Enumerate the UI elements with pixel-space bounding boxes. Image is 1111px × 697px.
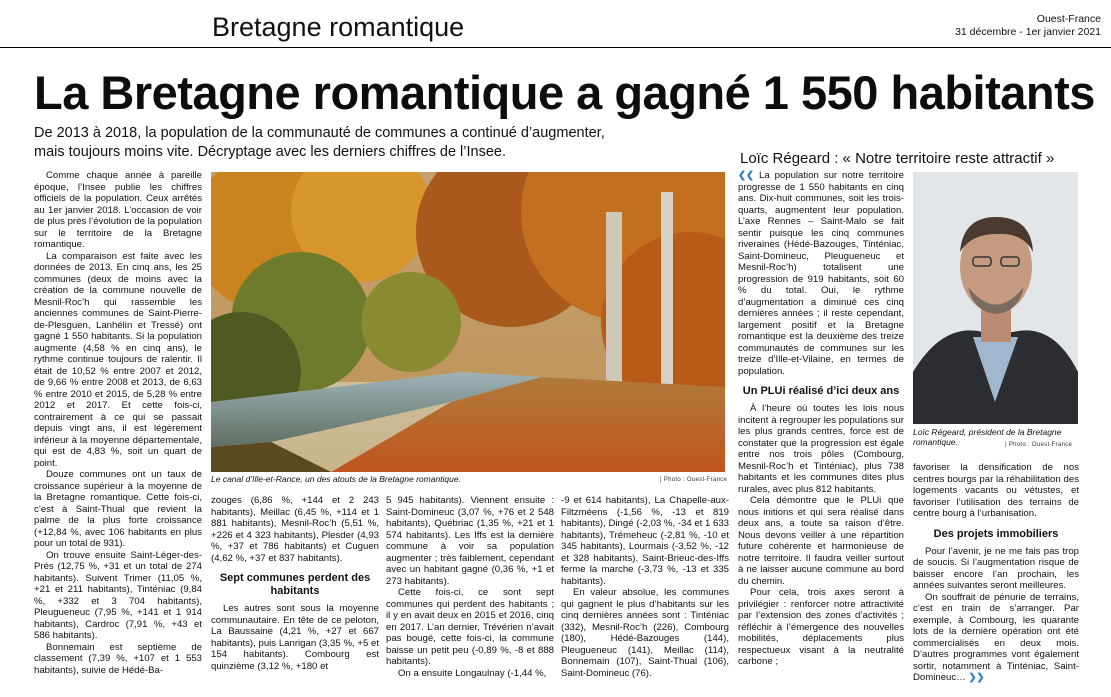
- paragraph: On souffrait de pénurie de terrains, c’est en train de s’arranger. Par exemple, à Combourg, les quarante lots de la dernière opération ont été commercialisés en deux mois. D’autres programmes vont également sortir, notamment à Tinténiac, Saint-Domineuc…: [913, 591, 1079, 683]
- interview-col-1: [738, 170, 904, 668]
- subhead: Des projets immobiliers: [933, 527, 1059, 540]
- standfirst: De 2013 à 2018, la population de la communauté de communes a continué d’augmenter, mais toujours moins vite. Décryptage avec les derniers chiffres de l’Insee.: [34, 125, 605, 160]
- photo-credit: | Photo : Ouest-France: [660, 477, 728, 483]
- paragraph: La comparaison est faite avec les données de 2013. En cinq ans, les 25 communes (deux de moins avec la création de la commune nouvelle de Mesnil-Roc’h qui rassemble les anciennes communes de Saint-Pierre-de-Plesguen, Lanhélin et Tressé) ont gagné 1 550 habitants. Si la population augmente (4,58 % en cinq ans), le rythme continue toujours de ralentir. Il était de 10,52 % entre 2007 et 2012, de 9,66 % entre 2008 et 2013, de 6,63 % entre 2010 et 2015, de 5,28 % entre 2012 et 2017. Et cette fois-ci, contrairement à ce qui se passait depuis vingt ans, il est légèrement inférieur à la moyenne départementale, qui est de 4,83 %, soit un quart de point.: [34, 250, 202, 469]
- headline: La Bretagne romantique a gagné 1 550 habitants: [34, 66, 1095, 119]
- paragraph: On trouve ensuite Saint-Léger-des-Prés (12,75 %, +31 et un total de 274 habitants). Suivent Trimer (11,05 %, +21 et 211 habitants), Tinténiac (9,84 %, +332 et 3 704 habitants), Pleugueneuc (7,95 %, +141 et 1 914 habitants), Cardroc (7,91 %, +43 et 586 habitants).: [34, 549, 202, 641]
- section-rubric: Bretagne romantique: [212, 12, 465, 42]
- paragraph: On a ensuite Longaulnay (-1,44 %,: [398, 667, 547, 679]
- quote-close-icon: ❯❯: [968, 672, 985, 683]
- masthead: [955, 13, 1101, 39]
- portrait-credit: | Photo : Ouest-France: [1005, 442, 1073, 448]
- paragraph: -9 et 614 habitants), La Chapelle-aux-Filtzméens (-1,56 %, -13 et 819 habitants), Dingé (-2,03 %, -34 et 1 633 habitants), Trémeheuc (-2,81 %, -10 et 345 habitants), Lourmais (-3,52 %, -12 et 328 habitants). Saint-Brieuc-des-Iffs ferme la marche (-3,73 %, -13 et 335 habitants).: [561, 495, 729, 587]
- paragraph: À l’heure où toutes les lois nous incitent à regrouper les populations sur les plus grands centres, force est de constater que la progression est égale entre nos trois pôles (Combourg, Mesnil-Roc’h et Tinténiac), plus 738 habitants et les communes dites plus rurales, avec plus 812 habitants.: [738, 403, 904, 495]
- header-rule: [0, 47, 1111, 48]
- article-col-1: [34, 170, 202, 676]
- quote-open-icon: ❮❮: [738, 170, 755, 181]
- paragraph: Douze communes ont un taux de croissance supérieur à la moyenne de la Bretagne romantique. Cette fois-ci, c’est à Saint-Thual que revient la palme de la plus forte croissance (+12,84 %, avec 106 habitants en plus pour un total de 931).: [34, 469, 202, 549]
- newspaper-name: Ouest-France: [1036, 13, 1101, 25]
- article-col-2: [211, 495, 379, 672]
- paragraph: favoriser la densification de nos centres bourgs par la réhabilitation des logements vacants ou vétustes, et favoriser l’utilisation des terrains de centre bourg à l’urbanisation.: [913, 462, 1079, 519]
- paragraph: En valeur absolue, les communes qui gagnent le plus d’habitants sur les cinq dernières années sont : Tinténiac (332), Mesnil-Roc’h (226), Combourg (180), Hédé-Bazouges (144), Pleugueneuc (141), Meillac (114), Bonnemain (107), Saint-Thual (106), Saint-Domineuc (76).: [561, 587, 729, 679]
- subhead: Un PLUi réalisé d’ici deux ans: [742, 385, 900, 397]
- paragraph: Bonnemain est septième de classement (7,39 %, +107 et 1 553 habitants), suivie de Hédé-Ba-: [34, 641, 202, 676]
- paragraph: Comme chaque année à pareille époque, l’Insee publie les chiffres officiels de la population. Ceux arrêtés au 1er janvier 2018. L’occasion de voir de plus près l’évolution de la population sur le territoire de la Bretagne romantique.: [34, 170, 203, 250]
- issue-date: 31 décembre - 1er janvier 2021: [955, 26, 1101, 38]
- paragraph: 5 945 habitants). Viennent ensuite : Saint-Domineuc (3,07 %, +76 et 2 548 habitants), Québriac (1,35 %, +21 et 1 574 habitants). Les Iffs est la dernière commune à voir sa population augmenter ; très faiblement, cependant avec un habitant gagné (0,36 %, +1 et 273 habitants).: [386, 495, 554, 587]
- paragraph: Les autres sont sous la moyenne communautaire. En tête de ce peloton, La Baussaine (4,21 %, +27 et 667 habitants), puis Lanrigan (3,35 %, +5 et 154 habitants). Combourg est quinzième (3,12 %, +180 et: [211, 603, 379, 672]
- subhead: Sept communes perdent des habitants: [219, 572, 371, 597]
- photo-caption: Le canal d’Ille-et-Rance, un des atouts de la Bretagne romantique.: [211, 474, 461, 484]
- paragraph: Pour cela, trois axes seront à privilégier : renforcer notre attractivité par l’extension des zones d’activités ; réfléchir à l’émergence des nouvelles mobilités, déplacements plus respectueux visant à la neutralité carbone ;: [738, 587, 904, 667]
- interview-col-2: [913, 462, 1079, 684]
- canal-photo-image: [211, 172, 725, 472]
- portrait-photo: [913, 172, 1078, 424]
- portrait-caption: Loïc Régeard, président de la Bretagne romantique.: [913, 427, 1062, 447]
- article-col-4: [561, 495, 729, 679]
- paragraph: Cette fois-ci, ce sont sept communes qui perdent des habitants ; il y en avait deux en 2015 et 2016, cinq en 2017. L’an dernier, Trévérien n’avait pas bougé, cette fois-ci, la commune baisse un petit peu (-0,89 %, -8 et 888 habitants).: [386, 587, 554, 667]
- paragraph: La population sur notre territoire progresse de 1 550 habitants en cinq ans. Dix-huit communes, soit les trois-quarts, augmentent leur population. L’axe Rennes – Saint-Malo se fait sentir puisque les cinq communes riveraines (Hédé-Bazouges, Tinténiac, Saint-Domineuc, Pleugueneuc et Mesnil-Roc’h) totalisent une progression de 919 habitants, soit 60 % du total. Oui, le rythme d’augmentation a diminué ces cinq dernières années ; il reste cependant, largement positif et la Bretagne romantique est la deuxième des treize communautés de communes sur les treize d’Ille-et-Vilaine, en termes de population.: [738, 170, 904, 377]
- article-col-3: [386, 495, 554, 679]
- paragraph: zouges (6,86 %, +144 et 2 243 habitants), Meillac (6,45 %, +114 et 1 881 habitants), Mesnil-Roc’h (5,51 %, +226 et 4 323 habitants), Plesder (4,93 %, +37 et 786 habitants) et Cuguen (4,62 %, +37 et 837 habitants).: [211, 495, 379, 564]
- canal-photo: [211, 172, 725, 472]
- paragraph: Pour l’avenir, je ne me fais pas trop de soucis. Si l’augmentation risque de baisser encore l’an prochain, les années suivantes seront meilleures.: [913, 545, 1079, 591]
- paragraph: Cela démontre que le PLUi que nous initions et qui sera réalisé dans deux ans, a toute sa raison d’être. Nous devons veiller à une répartition future cohérente et harmonieuse de notre territoire. Il faudra veiller surtout à ne laisser aucune commune au bord du chemin.: [738, 495, 904, 587]
- interview-title: Loïc Régeard : « Notre territoire reste attractif »: [740, 150, 1055, 167]
- portrait-image: [913, 172, 1078, 424]
